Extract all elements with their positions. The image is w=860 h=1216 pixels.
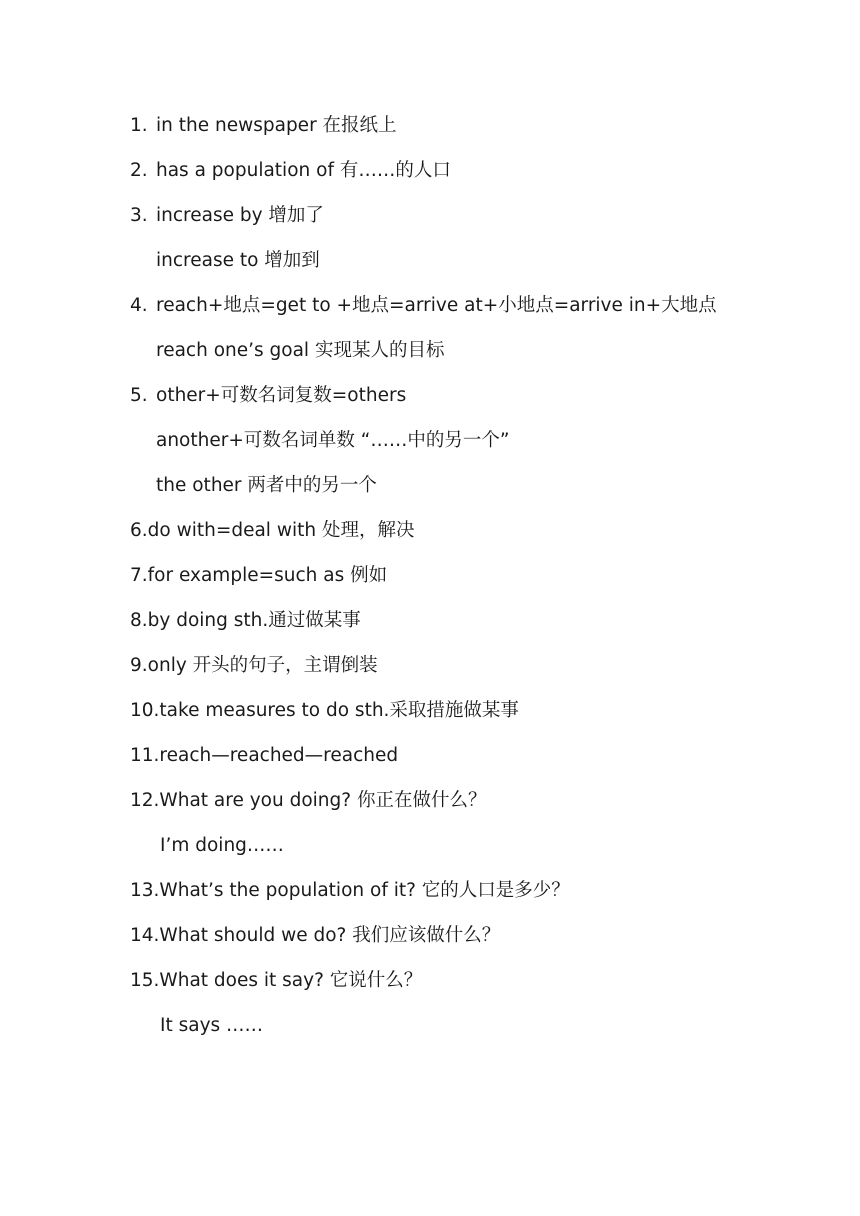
list-item-9 <box>130 654 378 678</box>
list-item-text: other+可数名词复数=others <box>156 385 407 406</box>
list-item-5-sub-1 <box>156 429 509 453</box>
list-item-text: increase by 增加了 <box>156 205 324 226</box>
list-item-15-sub <box>160 1014 263 1038</box>
list-item-4 <box>130 294 717 318</box>
list-item-text: 8.by doing sth.通过做某事 <box>130 610 361 631</box>
list-item-text: reach+地点=get to +地点=arrive at+小地点=arrive in+大地点 <box>156 295 717 316</box>
list-item-5-sub-2 <box>156 474 377 498</box>
list-item-text: 14.What should we do? 我们应该做什么？ <box>130 925 501 946</box>
list-item-12-sub <box>160 834 284 858</box>
list-item-text: reach one’s goal 实现某人的目标 <box>156 340 445 361</box>
list-item-6 <box>130 519 414 543</box>
list-item-12 <box>130 789 486 813</box>
list-item-11 <box>130 744 398 768</box>
list-item-text: 6.do with=deal with 处理，解决 <box>130 520 415 541</box>
list-item-text: 9.only 开头的句子，主谓倒装 <box>130 655 378 676</box>
list-item-13 <box>130 879 570 903</box>
list-number: 1. <box>130 115 148 136</box>
list-number: 2. <box>130 160 148 181</box>
list-number: 4. <box>130 295 148 316</box>
list-item-7 <box>130 564 387 588</box>
list-item-5 <box>130 384 406 408</box>
list-number: 3. <box>130 205 148 226</box>
list-item-text: It says …… <box>160 1015 264 1036</box>
list-item-10 <box>130 699 519 723</box>
list-item-1 <box>130 114 397 138</box>
list-item-text: 10.take measures to do sth.采取措施做某事 <box>130 700 519 721</box>
list-item-text: I’m doing…… <box>160 835 284 856</box>
list-item-8 <box>130 609 361 633</box>
list-item-3-sub <box>156 249 320 273</box>
list-item-14 <box>130 924 500 948</box>
list-item-text: 7.for example=such as 例如 <box>130 565 388 586</box>
list-item-text: another+可数名词单数 “……中的另一个” <box>156 430 510 451</box>
list-item-text: 11.reach—reached—reached <box>130 745 399 766</box>
list-item-text: 12.What are you doing? 你正在做什么？ <box>130 790 487 811</box>
list-item-text: 15.What does it say? 它说什么？ <box>130 970 423 991</box>
list-item-text: increase to 增加到 <box>156 250 320 271</box>
list-item-text: 13.What’s the population of it? 它的人口是多少？ <box>130 880 570 901</box>
list-item-2 <box>130 159 451 183</box>
list-item-text: in the newspaper 在报纸上 <box>156 115 397 136</box>
list-item-4-sub <box>156 339 444 363</box>
list-item-15 <box>130 969 422 993</box>
list-number: 5. <box>130 385 148 406</box>
list-item-text: the other 两者中的另一个 <box>156 475 377 496</box>
list-item-3 <box>130 204 324 228</box>
list-item-text: has a population of 有……的人口 <box>156 160 451 181</box>
